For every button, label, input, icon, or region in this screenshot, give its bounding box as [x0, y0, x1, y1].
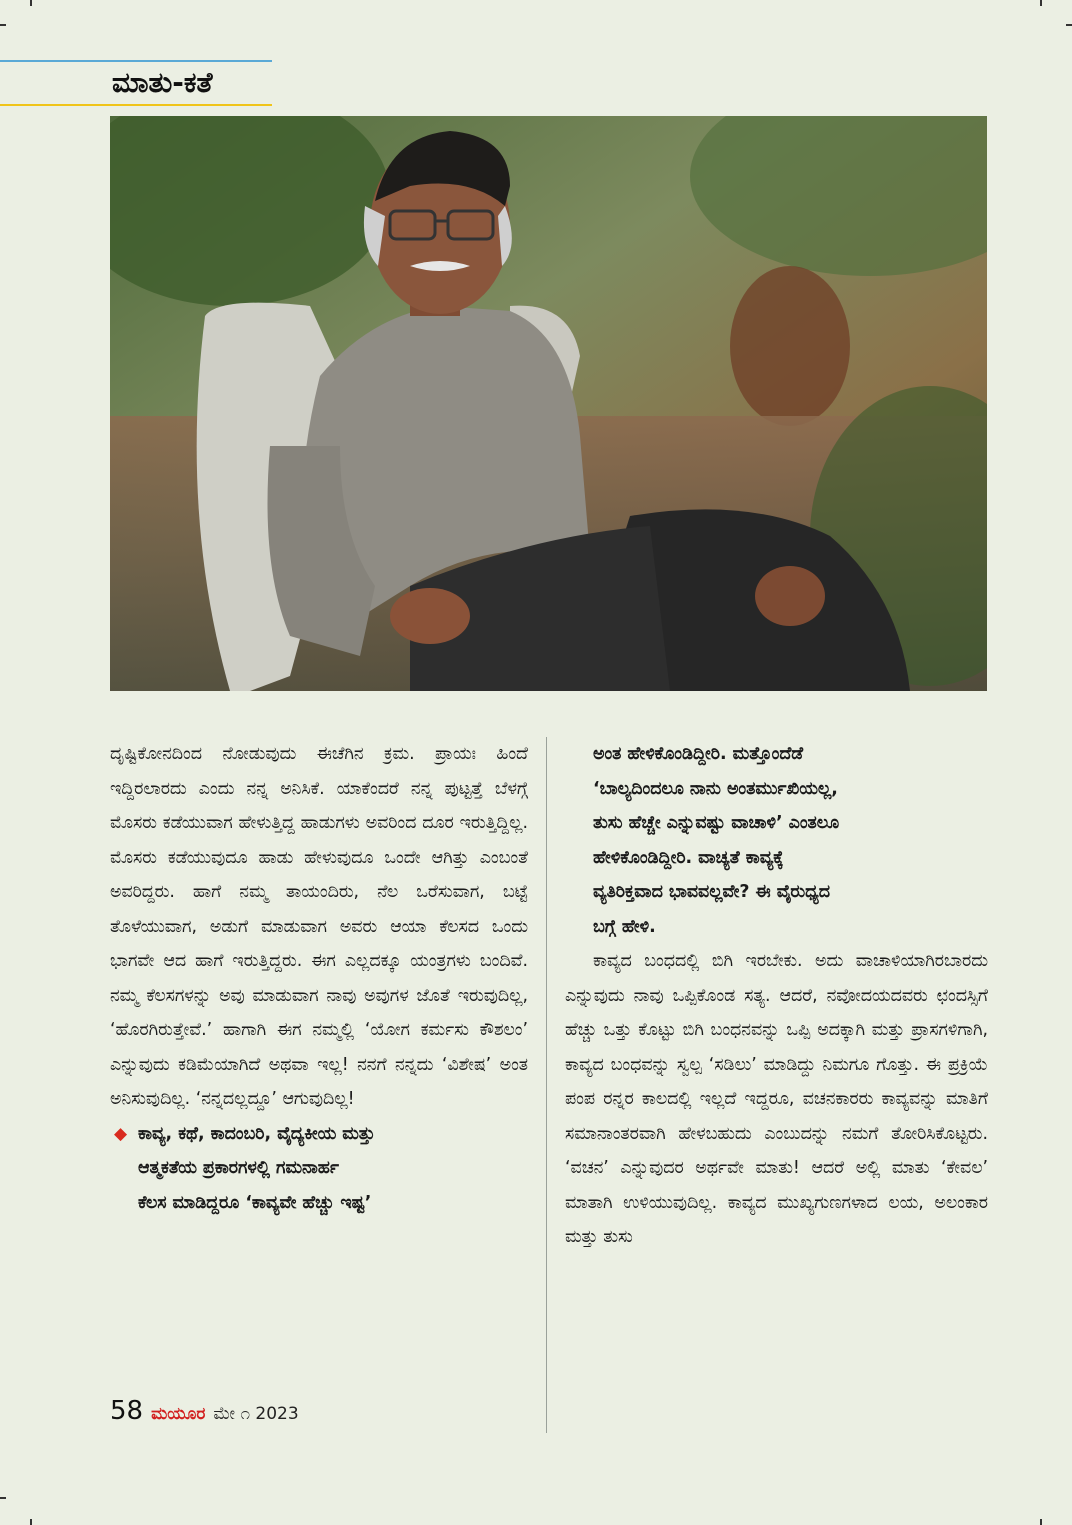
page-number: 58 — [110, 1396, 144, 1426]
question-line: ವ್ಯತಿರಿಕ್ತವಾದ ಭಾವವಲ್ಲವೇ? ಈ ವೈರುಧ್ಯದ — [593, 882, 830, 902]
section-title: ಮಾತು-ಕತೆ — [112, 66, 213, 99]
crop-mark — [1066, 24, 1072, 26]
crop-mark — [30, 0, 32, 6]
header-rule-yellow — [0, 104, 272, 106]
crop-mark — [1040, 0, 1042, 6]
question-line: ಹೇಳಿಕೊಂಡಿದ್ದೀರಿ. ವಾಚ್ಯತೆ ಕಾವ್ಯಕ್ಕೆ — [593, 847, 784, 868]
portrait-photo — [110, 116, 987, 691]
crop-mark — [1040, 1519, 1042, 1525]
article-paragraph: ದೃಷ್ಟಿಕೋನದಿಂದ ನೋಡುವುದು ಈಚೆಗಿನ ಕ್ರಮ. ಪ್ರಾಯಃ ಹಿಂದೆ ಇದ್ದಿರಲಾರದು ಎಂದು ನನ್ನ ಅನಿಸಿಕೆ. ಯಾಕೆಂದರೆ ನನ್ನ ಪುಟ್ಟತ್ತೆ ಬೆಳಗ್ಗೆ ಮೊಸರು ಕಡೆಯುವಾಗ ಹೇಳುತ್ತಿದ್ದ ಹಾಡುಗಳು ಅವರಿಂದ ದೂರ ಇರುತ್ತಿದ್ದಿಲ್ಲ. ಮೊಸರು ಕಡೆಯುವುದೂ ಹಾಡು ಹೇಳುವುದೂ ಒಂದೇ ಆಗಿತ್ತು ಎಂಬಂತೆ ಅವರಿದ್ದರು. ಹಾಗೆ ನಮ್ಮ ತಾಯಂದಿರು, ನೆಲ ಒರೆಸುವಾಗ, ಬಟ್ಟೆ ತೊಳೆಯುವಾಗ, ಅಡುಗೆ ಮಾಡುವಾಗ ಅವರು ಆಯಾ ಕೆಲಸದ ಒಂದು ಭಾಗವೇ ಆದ ಹಾಗೆ ಇರುತ್ತಿದ್ದರು. ಈಗ ಎಲ್ಲದಕ್ಕೂ ಯಂತ್ರಗಳು ಬಂದಿವೆ. ನಮ್ಮ ಕೆಲಸಗಳನ್ನು ಅವು ಮಾಡುವಾಗ ನಾವು ಅವುಗಳ ಜೊತೆ ಇರುವುದಿಲ್ಲ, ‘ಹೊರಗಿರುತ್ತೇವೆ.’ ಹಾಗಾಗಿ ಈಗ ನಮ್ಮಲ್ಲಿ ‘ಯೋಗ ಕರ್ಮಸು ಕೌಶಲಂ’ ಎನ್ನುವುದು ಕಡಿಮೆಯಾಗಿದೆ ಅಥವಾ ಇಲ್ಲ! ನನಗೆ ನನ್ನದು ‘ವಿಶೇಷ’ ಅಂತ ಅನಿಸುವುದಿಲ್ಲ. ‘ನನ್ನದಲ್ಲದ್ದೂ’ ಆಗುವುದಿಲ್ಲ! — [110, 744, 528, 1109]
question-line: ಅಂತ ಹೇಳಿಕೊಂಡಿದ್ದೀರಿ. ಮತ್ತೊಂದೆಡೆ — [593, 744, 804, 764]
issue-date: ಮೇ ೧ 2023 — [213, 1404, 299, 1424]
question-line: ಕಾವ್ಯ, ಕಥೆ, ಕಾದಂಬರಿ, ವೈದ್ಯಕೀಯ ಮತ್ತು — [138, 1123, 376, 1144]
crop-mark — [30, 1519, 32, 1525]
interview-question-continued — [565, 737, 988, 944]
magazine-logo: ಮಯೂರ — [151, 1404, 206, 1424]
crop-mark — [0, 1497, 6, 1499]
question-line: ಕೆಲಸ ಮಾಡಿದ್ದರೂ ‘ಕಾವ್ಯವೇ ಹೆಚ್ಚು ಇಷ್ಟ’ — [138, 1192, 372, 1213]
header-rule-blue — [0, 60, 272, 62]
question-line: ‘ಬಾಲ್ಯದಿಂದಲೂ ನಾನು ಅಂತರ್ಮುಖಿಯಲ್ಲ, — [593, 778, 838, 799]
question-line: ತುಸು ಹೆಚ್ಚೇ ಎನ್ನುವಷ್ಟು ವಾಚಾಳಿ’ ಎಂತಲೂ — [593, 813, 840, 833]
article-paragraph: ಕಾವ್ಯದ ಬಂಧದಲ್ಲಿ ಬಿಗಿ ಇರಬೇಕು. ಅದು ವಾಚಾಳಿಯಾಗಿರಬಾರದು ಎನ್ನುವುದು ನಾವು ಒಪ್ಪಿಕೊಂಡ ಸತ್ಯ. ಆದರೆ, ನವೋದಯದವರು ಛಂದಸ್ಸಿಗೆ ಹೆಚ್ಚು ಒತ್ತು ಕೊಟ್ಟು ಬಿಗಿ ಬಂಧನವನ್ನು ಒಪ್ಪಿ ಅದಕ್ಕಾಗಿ ಮತ್ತು ಪ್ರಾಸಗಳಿಗಾಗಿ, ಕಾವ್ಯದ ಬಂಧವನ್ನು ಸ್ವಲ್ಪ ‘ಸಡಿಲು’ ಮಾಡಿದ್ದು ನಿಮಗೂ ಗೊತ್ತು. ಈ ಪ್ರಕ್ರಿಯೆ ಪಂಪ ರನ್ನರ ಕಾಲದಲ್ಲಿ ಇಲ್ಲದೆ ಇದ್ದರೂ, ವಚನಕಾರರು ಕಾವ್ಯವನ್ನು ಮಾತಿಗೆ ಸಮಾನಾಂತರವಾಗಿ ಹೇಳಬಹುದು ಎಂಬುದನ್ನು ನಮಗೆ ತೋರಿಸಿಕೊಟ್ಟರು. ‘ವಚನ’ ಎನ್ನುವುದರ ಅರ್ಥವೇ ಮಾತು! ಆದರೆ ಅಲ್ಲಿ ಮಾತು ‘ಕೇವಲ’ ಮಾತಾಗಿ ಉಳಿಯುವುದಿಲ್ಲ. ಕಾವ್ಯದ ಮುಖ್ಯಗುಣಗಳಾದ ಲಯ, ಅಲಂಕಾರ ಮತ್ತು ತುಸು — [565, 951, 988, 1247]
question-line: ಆತ್ಮಕತೆಯ ಪ್ರಕಾರಗಳಲ್ಲಿ ಗಮನಾರ್ಹ — [138, 1158, 339, 1178]
interview-question — [110, 1117, 528, 1221]
diamond-bullet-icon: ◆ — [114, 1123, 128, 1144]
column-divider — [546, 737, 547, 1433]
article-column-left — [110, 737, 528, 1220]
question-line: ಬಗ್ಗೆ ಹೇಳಿ. — [593, 916, 656, 937]
crop-mark — [0, 24, 6, 26]
article-column-right — [565, 737, 988, 1255]
page-footer — [110, 1396, 299, 1426]
